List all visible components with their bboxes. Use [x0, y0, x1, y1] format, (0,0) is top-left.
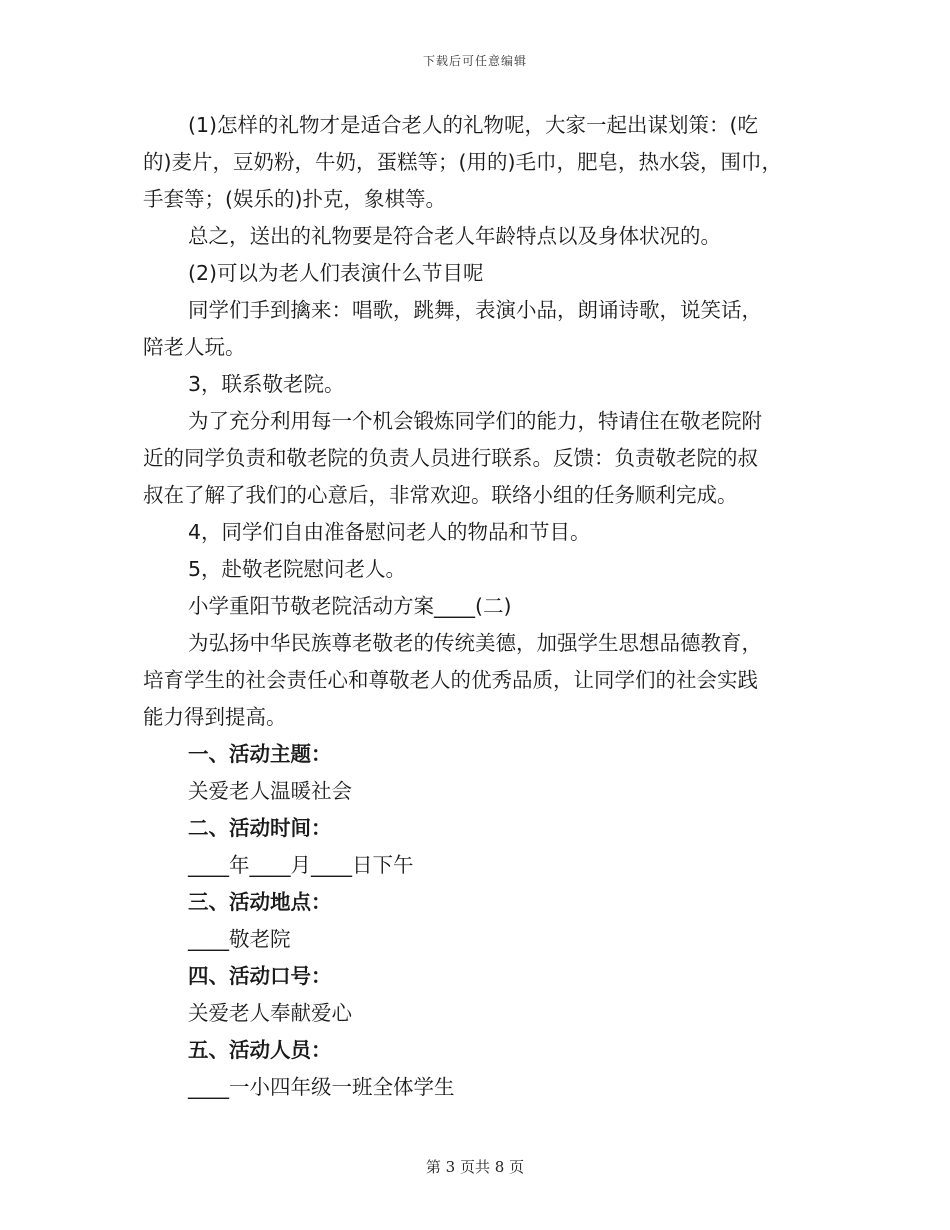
section-heading: 四、活动口号：: [188, 964, 332, 988]
document-body: [143, 107, 813, 1106]
section-heading: 二、活动时间：: [188, 816, 332, 840]
paragraph-line: (1)怎样的礼物才是适合老人的礼物呢，大家一起出谋划策：(吃: [188, 113, 759, 137]
section-heading: 一、活动主题：: [188, 742, 332, 766]
page-footer: 第 3 页共 8 页: [425, 1158, 525, 1176]
paragraph-line: 3，联系敬老院。: [188, 372, 345, 396]
paragraph-line: 关爱老人奉献爱心: [188, 1001, 352, 1025]
paragraph-line: 5，赴敬老院慰问老人。: [188, 557, 407, 581]
paragraph-line: (2)可以为老人们表演什么节目呢: [188, 261, 484, 285]
paragraph-line: 总之，送出的礼物要是符合老人年龄特点以及身体状况的。: [188, 224, 721, 248]
paragraph-line: 4，同学们自由准备慰问老人的物品和节目。: [188, 520, 591, 544]
paragraph-line: 为了充分利用每一个机会锻炼同学们的能力，特请住在敬老院附: [188, 409, 762, 433]
paragraph-line: 陪老人玩。: [143, 335, 246, 359]
paragraph-line: ____敬老院: [188, 927, 291, 951]
paragraph-line: 同学们手到擒来：唱歌，跳舞，表演小品，朗诵诗歌，说笑话，: [188, 298, 762, 322]
paragraph-line: 的)麦片，豆奶粉，牛奶，蛋糕等；(用的)毛巾，肥皂，热水袋，围巾，: [143, 150, 782, 174]
paragraph-line: ____一小四年级一班全体学生: [188, 1075, 455, 1099]
section-heading: 三、活动地点：: [188, 890, 332, 914]
paragraph-line: 关爱老人温暖社会: [188, 779, 352, 803]
paragraph-line: 叔在了解了我们的心意后，非常欢迎。联络小组的任务顺利完成。: [143, 483, 738, 507]
paragraph-line: 能力得到提高。: [143, 705, 287, 729]
section-heading: 五、活动人员：: [188, 1038, 332, 1062]
paragraph-line: 手套等；(娱乐的)扑克，象棋等。: [143, 187, 446, 211]
paragraph-line: 培育学生的社会责任心和尊敬老人的优秀品质，让同学们的社会实践: [143, 668, 758, 692]
paragraph-line: 近的同学负责和敬老院的负责人员进行联系。反馈：负责敬老院的叔: [143, 446, 758, 470]
paragraph-line: ____年____月____日下午: [188, 853, 414, 877]
page-header: 下载后可任意编辑: [422, 54, 527, 68]
section-title: 小学重阳节敬老院活动方案____(二): [188, 594, 512, 618]
paragraph-line: 为弘扬中华民族尊老敬老的传统美德，加强学生思想品德教育，: [188, 631, 762, 655]
